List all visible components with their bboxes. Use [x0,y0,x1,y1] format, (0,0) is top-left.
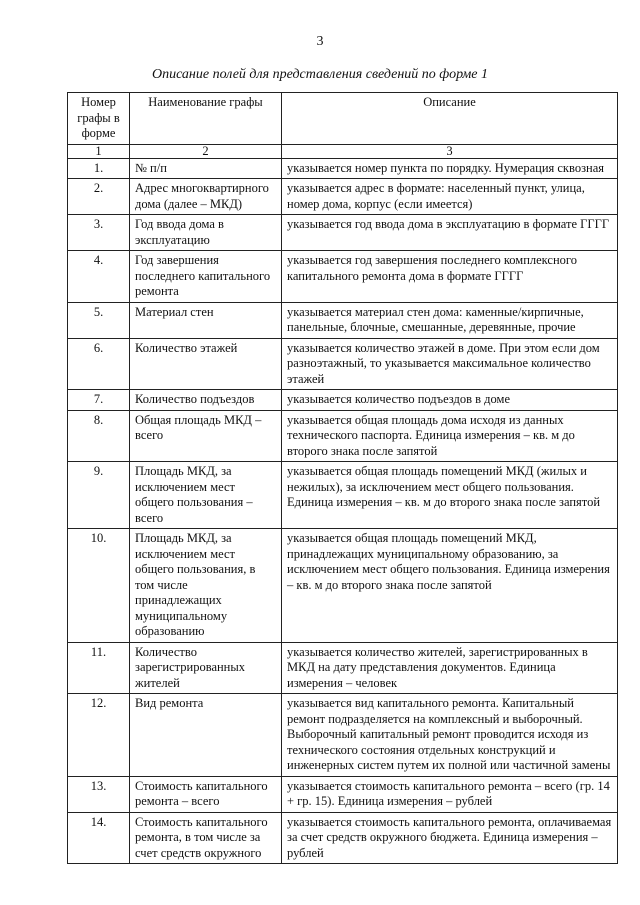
row-field-name: № п/п [130,158,282,179]
table-row [68,776,618,812]
row-description: указывается материал стен дома: каменные/кирпичные, панельные, блочные, смешанные, деревянные, прочие [282,302,618,338]
row-field-name: Количество этажей [130,338,282,390]
row-description: указывается стоимость капитального ремонта – всего (гр. 14 + гр. 15). Единица измерения – рублей [282,776,618,812]
form-fields-table [67,92,618,864]
table-row [68,179,618,215]
column-index-1: 1 [68,144,130,158]
table-body [68,158,618,864]
row-number: 12. [68,694,130,777]
row-description: указывается общая площадь помещений МКД (жилых и нежилых), за исключением мест общего пользования. Единица измерения – кв. м до второго знака после запятой [282,462,618,529]
row-number: 13. [68,776,130,812]
table-row [68,251,618,303]
row-number: 9. [68,462,130,529]
row-field-name: Общая площадь МКД – всего [130,410,282,462]
row-description: указывается адрес в формате: населенный пункт, улица, номер дома, корпус (если имеется) [282,179,618,215]
row-description: указывается количество жителей, зарегистрированных в МКД на дату представления документов. Единица измерения – человек [282,642,618,694]
table-row [68,390,618,411]
row-description: указывается год завершения последнего комплексного капитального ремонта дома в формате ГГГГ [282,251,618,303]
document-title: Описание полей для представления сведений по форме 1 [151,67,489,82]
row-description: указывается общая площадь дома исходя из данных технического паспорта. Единица измерения – кв. м до второго знака после запятой [282,410,618,462]
row-number: 6. [68,338,130,390]
column-index-3: 3 [282,144,618,158]
row-field-name: Площадь МКД, за исключением мест общего пользования, в том числе принадлежащих муниципальному образованию [130,529,282,643]
table-row [68,694,618,777]
table-row [68,642,618,694]
table-row [68,302,618,338]
row-number: 4. [68,251,130,303]
row-number: 3. [68,215,130,251]
column-number-row [68,144,618,158]
table-row [68,338,618,390]
row-field-name: Стоимость капитального ремонта – всего [130,776,282,812]
header-description: Описание [282,93,618,145]
row-description: указывается стоимость капитального ремонта, оплачиваемая за счет средств окружного бюджета. Единица измерения – рублей [282,812,618,864]
row-number: 5. [68,302,130,338]
header-column-name: Наименование графы [130,93,282,145]
row-field-name: Количество подъездов [130,390,282,411]
row-number: 10. [68,529,130,643]
table-header-row [68,93,618,145]
table-row [68,529,618,643]
row-field-name: Адрес многоквартирного дома (далее – МКД) [130,179,282,215]
row-number: 1. [68,158,130,179]
page-number: 3 [316,34,324,49]
row-field-name: Количество зарегистрированных жителей [130,642,282,694]
row-description: указывается количество подъездов в доме [282,390,618,411]
header-column-number: Номер графы в форме [68,93,130,145]
row-number: 14. [68,812,130,864]
row-number: 11. [68,642,130,694]
row-number: 7. [68,390,130,411]
row-description: указывается вид капитального ремонта. Капитальный ремонт подразделяется на комплексный и выборочный. Выборочный капитальный ремонт проводится исходя из технического состояния отдельных конструкций и инженерных систем путем их полной или частичной замены [282,694,618,777]
table-row [68,812,618,864]
row-field-name: Стоимость капитального ремонта, в том числе за счет средств окружного [130,812,282,864]
row-field-name: Площадь МКД, за исключением мест общего пользования – всего [130,462,282,529]
row-number: 2. [68,179,130,215]
table-row [68,462,618,529]
column-index-2: 2 [130,144,282,158]
row-description: указывается год ввода дома в эксплуатацию в формате ГГГГ [282,215,618,251]
row-description: указывается количество этажей в доме. При этом если дом разноэтажный, то указывается максимальное количество этажей [282,338,618,390]
row-description: указывается номер пункта по порядку. Нумерация сквозная [282,158,618,179]
row-field-name: Материал стен [130,302,282,338]
table-row [68,215,618,251]
row-field-name: Вид ремонта [130,694,282,777]
row-number: 8. [68,410,130,462]
table-row [68,158,618,179]
row-field-name: Год завершения последнего капитального ремонта [130,251,282,303]
table-row [68,410,618,462]
row-field-name: Год ввода дома в эксплуатацию [130,215,282,251]
row-description: указывается общая площадь помещений МКД, принадлежащих муниципальному образованию, за исключением мест общего пользования. Единица измерения – кв. м до второго знака после запятой [282,529,618,643]
